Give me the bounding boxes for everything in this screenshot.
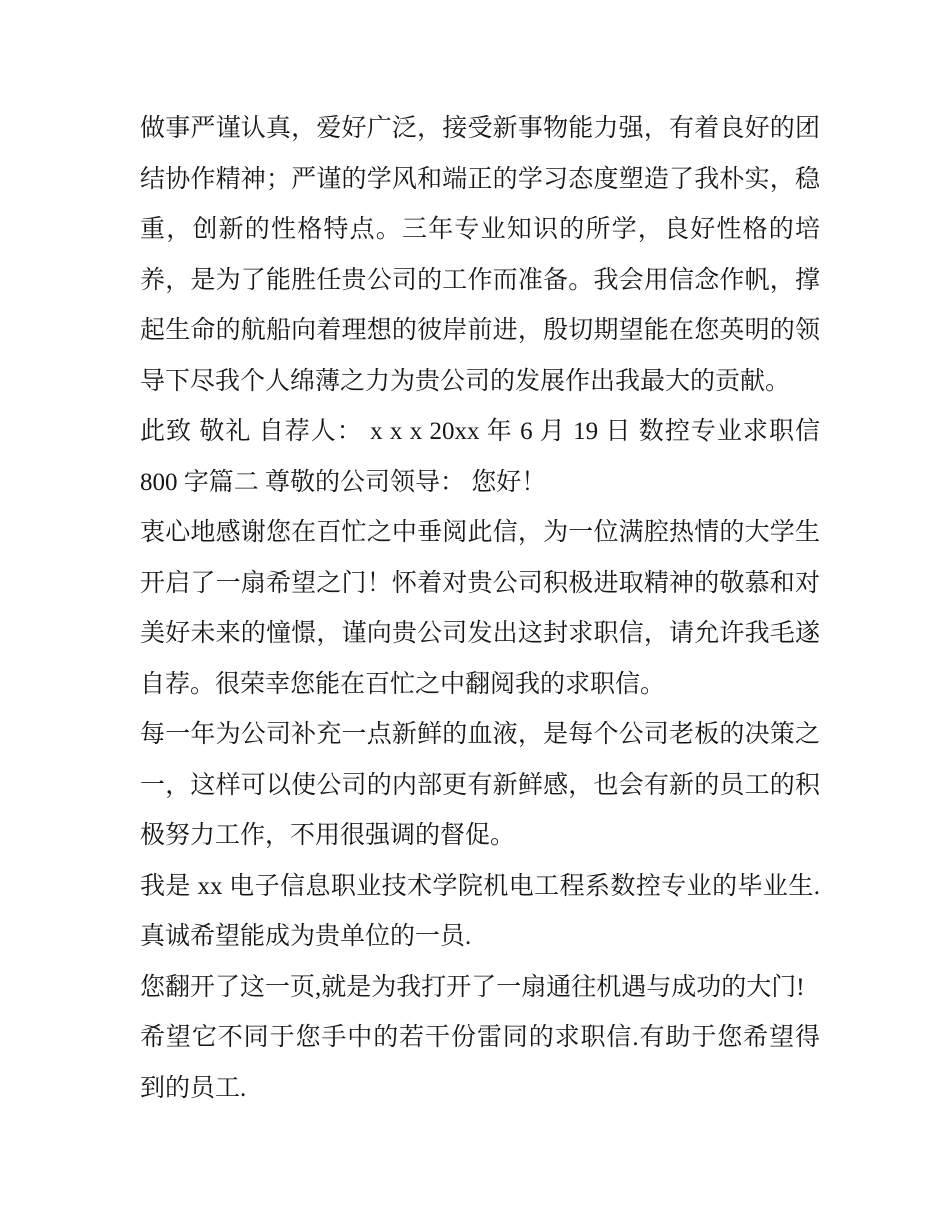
- document-line: 自荐。很荣幸您能在百忙之中翻阅我的求职信。: [140, 670, 666, 698]
- document-line: 开启了一扇希望之门！怀着对贵公司积极进取精神的敬慕和对: [140, 569, 820, 597]
- document-text-block: [140, 104, 820, 1114]
- document-line: 起生命的航船向着理想的彼岸前进，殷切期望能在您英明的领: [140, 317, 820, 344]
- document-line: 我是 xx 电子信息职业技术学院机电工程系数控专业的毕业生.: [140, 872, 820, 900]
- document-line: 您翻开了这一页,就是为我打开了一扇通往机遇与成功的大门!: [140, 973, 805, 1001]
- document-line: 800 字篇二 尊敬的公司领导： 您好！: [140, 468, 547, 496]
- document-line: 美好未来的憧憬，谨向贵公司发出这封求职信，请允许我毛遂: [140, 620, 820, 647]
- document-line: 希望它不同于您手中的若干份雷同的求职信.有助于您希望得: [140, 1024, 820, 1051]
- document-line: 真诚希望能成为贵单位的一员.: [140, 923, 472, 950]
- document-line: 做事严谨认真，爱好广泛，接受新事物能力强，有着良好的团: [140, 115, 820, 142]
- document-line: 到的员工.: [140, 1074, 247, 1102]
- document-line: 养，是为了能胜任贵公司的工作而准备。我会用信念作帆，撑: [140, 266, 820, 294]
- document-line: 衷心地感谢您在百忙之中垂阅此信，为一位满腔热情的大学生: [140, 519, 820, 546]
- document-line: 极努力工作，不用很强调的督促。: [140, 822, 516, 849]
- document-line: 结协作精神；严谨的学风和端正的学习态度塑造了我朴实，稳: [140, 165, 820, 193]
- document-line: 每一年为公司补充一点新鲜的血液，是每个公司老板的决策之: [140, 721, 820, 748]
- document-line: 导下尽我个人绵薄之力为贵公司的发展作出我最大的贡献。: [140, 367, 791, 395]
- document-line: 此致 敬礼 自荐人： x x x 20xx 年 6 月 19 日 数控专业求职信: [140, 418, 820, 445]
- document-line: 一，这样可以使公司的内部更有新鲜感，也会有新的员工的积: [140, 771, 820, 799]
- document-line: 重，创新的性格特点。三年专业知识的所学，良好性格的培: [140, 216, 820, 243]
